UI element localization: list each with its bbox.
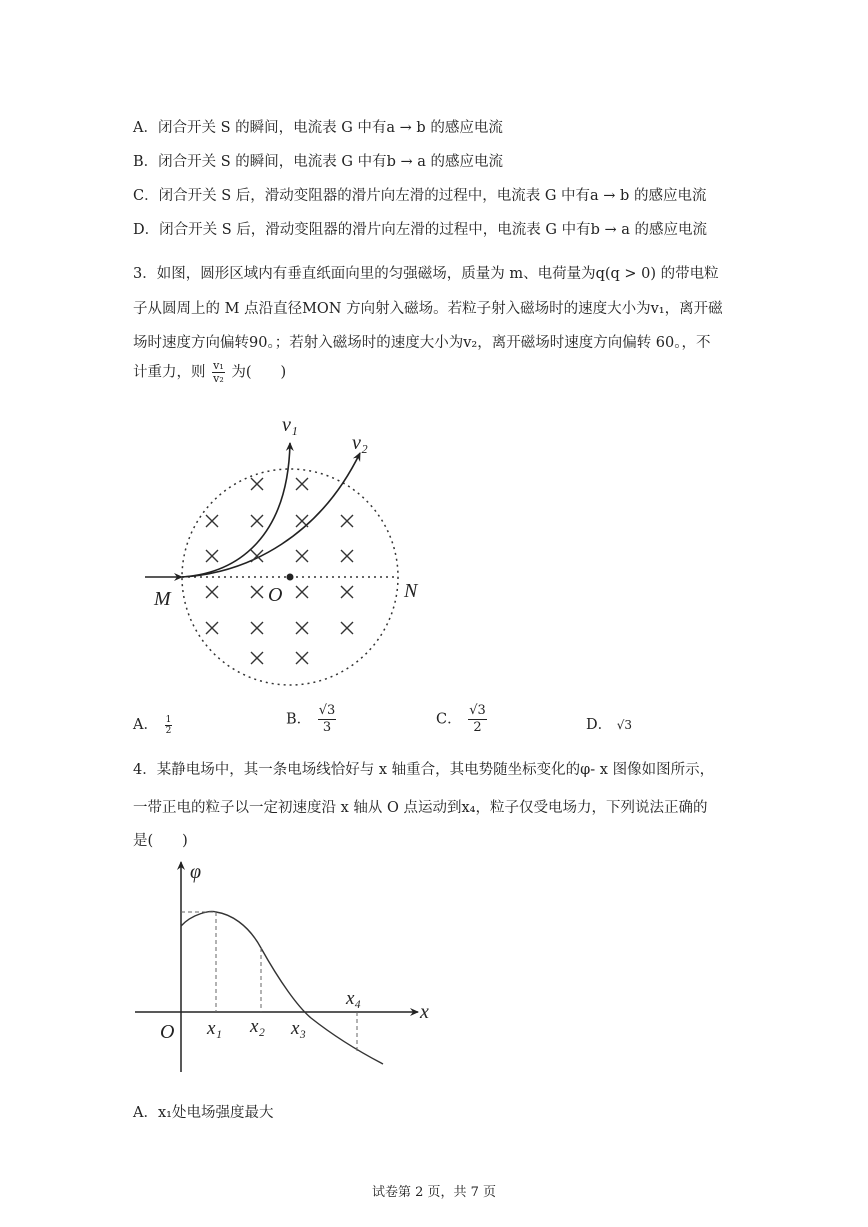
label-v1: v₁	[282, 414, 298, 436]
q4-stem-line3: 是( )	[133, 833, 188, 849]
trajectory-v1	[182, 443, 290, 577]
q3-velocity-ratio	[212, 360, 225, 385]
q3-option-b	[286, 703, 338, 736]
q3-ratio-denominator: v₂	[213, 372, 224, 385]
q3-option-b-fraction	[318, 703, 337, 736]
q2-option-d: D．闭合开关 S 后，滑动变阻器的滑片向左滑的过程中，电流表 G 中有b → a 的感应电流	[133, 222, 707, 238]
q3-magnetic-field-figure	[130, 405, 450, 705]
label-m: M	[154, 588, 171, 610]
label-n: N	[404, 580, 418, 602]
label-o: O	[268, 584, 283, 606]
q3-stem-line2: 子从圆周上的 M 点沿直径MON 方向射入磁场。若粒子射入磁场时的速度大小为v₁，离开磁	[133, 301, 723, 317]
q2-option-a: A．闭合开关 S 的瞬间，电流表 G 中有a → b 的感应电流	[133, 120, 503, 136]
q3-option-c-num: √3	[469, 703, 486, 718]
q3-option-c-label: C．	[436, 711, 462, 728]
q3-option-d-label: D．	[586, 717, 613, 733]
label-x-axis: x	[420, 1001, 429, 1023]
q4-option-a: A．x₁处电场强度最大	[133, 1105, 274, 1121]
q4-potential-graph	[130, 852, 440, 1082]
label-x3: x₃	[291, 1018, 307, 1039]
q3-option-b-label: B．	[286, 711, 312, 728]
q2-option-c: C．闭合开关 S 后，滑动变阻器的滑片向左滑的过程中，电流表 G 中有a → b 的感应电流	[133, 188, 707, 204]
label-phi: φ	[190, 861, 202, 883]
q3-stem-line1: 3．如图，圆形区域内有垂直纸面向里的匀强磁场，质量为 m、电荷量为q(q > 0) 的带电粒	[133, 266, 719, 282]
q3-stem-line3: 场时速度方向偏转90。；若射入磁场时的速度大小为v₂，离开磁场时速度方向偏转 60。，不	[133, 335, 711, 351]
q3-option-c-den: 2	[473, 720, 482, 735]
q4-stem-line2: 一带正电的粒子以一定初速度沿 x 轴从 O 点运动到x₄，粒子仅受电场力，下列说法正确的	[133, 800, 708, 816]
q3-stem-line4	[133, 360, 286, 385]
q3-option-a-fraction	[165, 715, 173, 736]
q4-stem-line1: 4．某静电场中，其一条电场线恰好与 x 轴重合，其电势随坐标变化的φ- x 图像如图所示，	[133, 762, 715, 778]
q3-line4-suffix: 为( )	[231, 364, 287, 381]
page-footer: 试卷第 2 页，共 7 页	[371, 1185, 497, 1200]
q2-option-b: B．闭合开关 S 的瞬间，电流表 G 中有b → a 的感应电流	[133, 154, 504, 170]
q3-option-c-fraction	[468, 703, 487, 736]
q3-option-b-num: √3	[318, 703, 336, 718]
label-v2: v₂	[352, 432, 368, 454]
q3-line4-prefix: 计重力，则	[133, 364, 206, 381]
center-dot	[287, 574, 294, 581]
q3-option-a-num: 1	[165, 714, 172, 725]
label-x1: x₁	[207, 1018, 223, 1039]
q3-option-a	[133, 713, 174, 736]
label-x4: x₄	[346, 988, 362, 1009]
q3-option-b-den: 3	[322, 720, 332, 735]
label-origin: O	[160, 1021, 175, 1043]
q3-option-d	[586, 713, 632, 734]
q3-option-c	[436, 703, 489, 736]
q3-option-d-value: √3	[616, 718, 633, 732]
q3-option-a-den: 2	[165, 725, 172, 736]
q3-option-a-label: A．	[133, 717, 158, 733]
q3-ratio-numerator: v₁	[213, 359, 224, 372]
label-x2: x₂	[250, 1016, 266, 1037]
